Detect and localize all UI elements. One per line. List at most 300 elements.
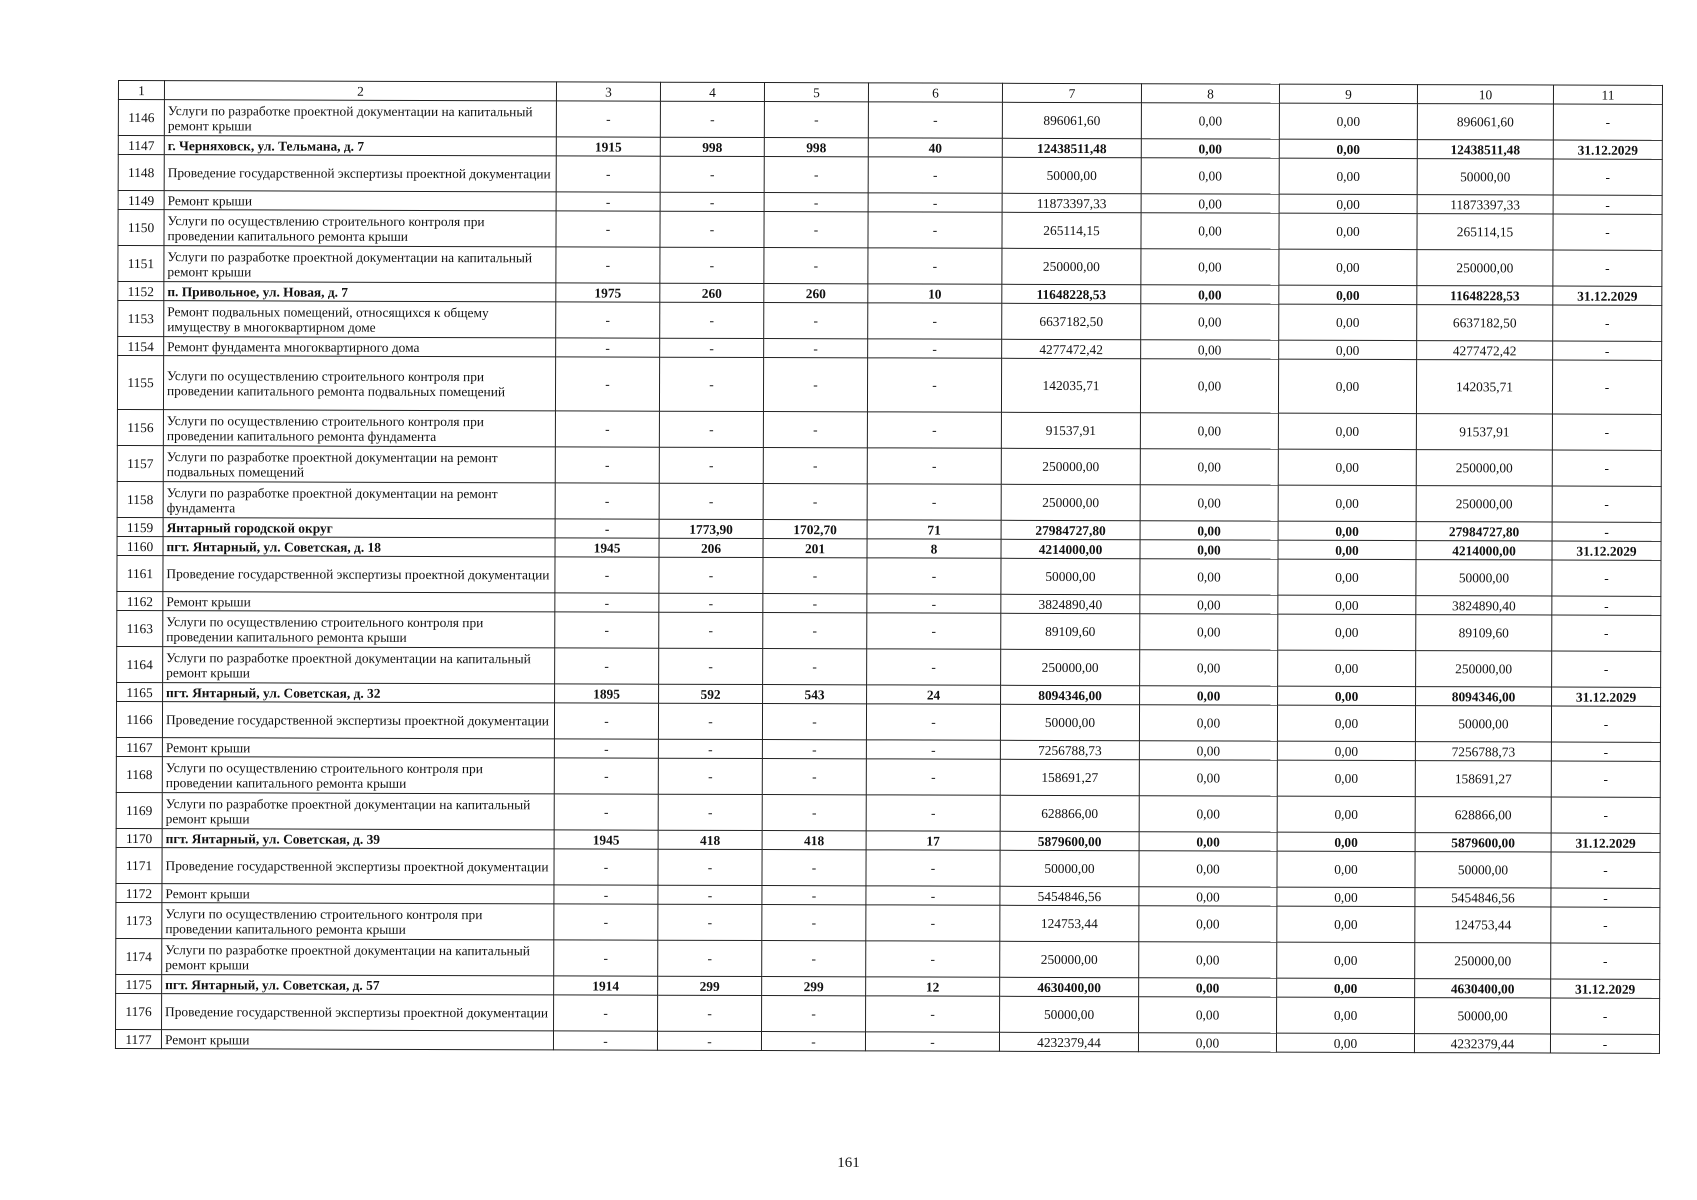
year-cell: - xyxy=(554,904,658,940)
fund-source-1-cell: 0,00 xyxy=(1139,997,1277,1033)
fund-source-1-cell: 0,00 xyxy=(1140,595,1278,614)
fund-source-1-cell: 0,00 xyxy=(1140,521,1278,540)
total-cost-cell: 250000,00 xyxy=(1000,941,1139,977)
work-description-cell: Ремонт крыши xyxy=(163,592,555,612)
residents-cell: - xyxy=(866,704,1000,740)
fund-source-2-cell: 0,00 xyxy=(1277,887,1415,906)
year-cell: 1945 xyxy=(554,830,658,849)
deadline-cell: 31.12.2029 xyxy=(1553,286,1662,305)
work-description-cell: Проведение государственной экспертизы проектной документации xyxy=(162,994,554,1031)
area-total-cell: - xyxy=(659,593,763,612)
area-total-cell: - xyxy=(659,447,763,483)
year-cell: - xyxy=(554,940,658,976)
area-total-cell: - xyxy=(659,357,763,411)
area-total-cell: - xyxy=(660,211,764,247)
area-total-cell: 1773,90 xyxy=(659,519,763,538)
document-sheet xyxy=(115,80,1662,1054)
table-body xyxy=(115,81,1662,1054)
fund-source-2-cell: 0,00 xyxy=(1277,760,1415,796)
year-cell: - xyxy=(555,593,659,612)
table-row xyxy=(116,902,1660,943)
area-living-cell: 260 xyxy=(764,284,868,303)
fund-source-2-cell: 0,00 xyxy=(1278,359,1416,413)
fund-source-2-cell: 0,00 xyxy=(1278,449,1416,485)
owner-funds-cell: 250000,00 xyxy=(1416,651,1552,687)
year-cell: - xyxy=(554,758,658,794)
table-row xyxy=(118,246,1662,287)
residents-cell: 10 xyxy=(868,284,1002,303)
total-cost-cell: 5879600,00 xyxy=(1000,831,1139,850)
total-cost-cell: 11648228,53 xyxy=(1002,284,1141,303)
row-number-cell: 1167 xyxy=(116,737,162,756)
deadline-cell: - xyxy=(1551,888,1660,907)
deadline-cell: - xyxy=(1550,1034,1659,1053)
area-living-cell: - xyxy=(764,212,868,248)
area-living-cell: - xyxy=(762,886,866,905)
owner-funds-cell: 50000,00 xyxy=(1415,706,1551,742)
area-living-cell: - xyxy=(762,795,866,831)
year-cell: - xyxy=(555,411,659,447)
work-description-cell: Ремонт крыши xyxy=(164,191,556,211)
work-description-cell: Ремонт фундамента многоквартирного дома xyxy=(164,337,556,357)
area-living-cell: - xyxy=(762,905,866,941)
work-description-cell: Проведение государственной экспертизы проектной документации xyxy=(162,848,554,885)
area-living-cell: - xyxy=(764,193,868,212)
area-total-cell: 260 xyxy=(660,283,764,302)
owner-funds-cell: 250000,00 xyxy=(1416,486,1552,522)
column-number-header: 1 xyxy=(118,81,164,100)
data-table xyxy=(115,80,1663,1054)
area-total-cell: - xyxy=(658,794,762,830)
work-description-cell: Услуги по разработке проектной документации на капитальный ремонт крыши xyxy=(164,100,556,137)
area-living-cell: 299 xyxy=(762,977,866,996)
area-total-cell: - xyxy=(660,338,764,357)
area-total-cell: - xyxy=(660,101,764,137)
fund-source-2-cell: 0,00 xyxy=(1279,103,1417,139)
residents-cell: - xyxy=(868,339,1002,358)
fund-source-2-cell: 0,00 xyxy=(1276,1033,1414,1052)
table-row xyxy=(116,938,1660,979)
fund-source-1-cell: 0,00 xyxy=(1141,285,1279,304)
area-total-cell: - xyxy=(659,411,763,447)
area-total-cell: - xyxy=(658,995,762,1031)
work-description-cell: пгт. Янтарный, ул. Советская, д. 57 xyxy=(162,975,554,995)
deadline-cell: 31.12.2029 xyxy=(1551,979,1660,998)
deadline-cell: - xyxy=(1552,414,1661,450)
row-number-cell: 1173 xyxy=(116,902,162,938)
year-cell: - xyxy=(554,703,658,739)
row-number-cell: 1162 xyxy=(117,591,163,610)
row-number-cell: 1158 xyxy=(117,481,163,517)
area-living-cell: - xyxy=(762,704,866,740)
column-number-header: 8 xyxy=(1141,84,1279,103)
deadline-cell: - xyxy=(1553,214,1662,250)
row-number-cell: 1147 xyxy=(118,136,164,155)
row-number-cell: 1172 xyxy=(116,883,162,902)
deadline-cell: - xyxy=(1553,305,1662,341)
table-row xyxy=(117,555,1661,596)
residents-cell: - xyxy=(867,484,1001,520)
total-cost-cell: 50000,00 xyxy=(1000,996,1139,1032)
deadline-cell: - xyxy=(1551,943,1660,979)
area-living-cell: - xyxy=(762,996,866,1032)
work-description-cell: Ремонт крыши xyxy=(161,1030,553,1050)
fund-source-1-cell: 0,00 xyxy=(1140,559,1278,595)
owner-funds-cell: 50000,00 xyxy=(1416,560,1552,596)
residents-cell: 71 xyxy=(867,520,1001,539)
table-row xyxy=(117,646,1661,687)
residents-cell: - xyxy=(866,759,1000,795)
deadline-cell: - xyxy=(1552,522,1661,541)
owner-funds-cell: 50000,00 xyxy=(1417,159,1553,195)
fund-source-2-cell: 0,00 xyxy=(1279,340,1417,359)
total-cost-cell: 4232379,44 xyxy=(999,1032,1138,1051)
deadline-cell: - xyxy=(1553,195,1662,214)
year-cell: - xyxy=(556,156,660,192)
fund-source-2-cell: 0,00 xyxy=(1279,158,1417,194)
area-living-cell: - xyxy=(762,850,866,886)
fund-source-2-cell: 0,00 xyxy=(1278,650,1416,686)
fund-source-2-cell: 0,00 xyxy=(1277,796,1415,832)
work-description-cell: Услуги по разработке проектной документации на капитальный ремонт крыши xyxy=(164,246,556,283)
row-number-cell: 1171 xyxy=(116,847,162,883)
year-cell: - xyxy=(554,995,658,1031)
deadline-cell: 31.12.2029 xyxy=(1553,140,1662,159)
deadline-cell: - xyxy=(1552,596,1661,615)
fund-source-2-cell: 0,00 xyxy=(1277,942,1415,978)
fund-source-2-cell: 0,00 xyxy=(1278,485,1416,521)
residents-cell: 40 xyxy=(868,138,1002,157)
year-cell: - xyxy=(555,483,659,519)
area-living-cell: - xyxy=(763,649,867,685)
fund-source-2-cell: 0,00 xyxy=(1277,741,1415,760)
area-living-cell: - xyxy=(763,594,867,613)
residents-cell: - xyxy=(867,358,1001,412)
work-description-cell: Проведение государственной экспертизы проектной документации xyxy=(162,702,554,739)
area-living-cell: 201 xyxy=(763,539,867,558)
work-description-cell: Услуги по осуществлению строительного контроля при проведении капитального ремонта крыши xyxy=(162,903,554,940)
fund-source-1-cell: 0,00 xyxy=(1141,213,1279,249)
table-row xyxy=(116,993,1660,1034)
area-living-cell: - xyxy=(764,303,868,339)
fund-source-1-cell: 0,00 xyxy=(1139,796,1277,832)
column-number-header: 7 xyxy=(1002,83,1141,102)
owner-funds-cell: 250000,00 xyxy=(1416,450,1552,486)
fund-source-1-cell: 0,00 xyxy=(1141,194,1279,213)
residents-cell: - xyxy=(868,303,1002,339)
area-total-cell: - xyxy=(658,885,762,904)
deadline-cell: 31.12.2029 xyxy=(1552,541,1661,560)
fund-source-2-cell: 0,00 xyxy=(1279,139,1417,158)
fund-source-1-cell: 0,00 xyxy=(1140,413,1278,449)
year-cell: - xyxy=(555,648,659,684)
column-number-header: 9 xyxy=(1279,84,1417,103)
residents-cell: - xyxy=(866,740,1000,759)
table-row xyxy=(115,1029,1659,1053)
fund-source-2-cell: 0,00 xyxy=(1278,595,1416,614)
total-cost-cell: 158691,27 xyxy=(1000,759,1139,795)
fund-source-1-cell: 0,00 xyxy=(1141,340,1279,359)
area-total-cell: - xyxy=(659,557,763,593)
year-cell: - xyxy=(555,612,659,648)
fund-source-1-cell: 0,00 xyxy=(1139,760,1277,796)
residents-cell: - xyxy=(865,1032,999,1051)
row-number-cell: 1174 xyxy=(116,938,162,974)
table-row xyxy=(117,445,1661,486)
fund-source-1-cell: 0,00 xyxy=(1139,705,1277,741)
fund-source-2-cell: 0,00 xyxy=(1278,413,1416,449)
work-description-cell: Услуги по осуществлению строительного контроля при проведении капитального ремонта крыши xyxy=(162,757,554,794)
area-living-cell: - xyxy=(762,941,866,977)
column-number-header: 5 xyxy=(764,83,868,102)
year-cell: - xyxy=(555,357,659,411)
fund-source-1-cell: 0,00 xyxy=(1141,139,1279,158)
work-description-cell: Услуги по разработке проектной документации на капитальный ремонт крыши xyxy=(162,939,554,976)
area-living-cell: 998 xyxy=(764,138,868,157)
owner-funds-cell: 4232379,44 xyxy=(1414,1034,1550,1053)
area-total-cell: 206 xyxy=(659,538,763,557)
area-total-cell: - xyxy=(658,849,762,885)
area-total-cell: 418 xyxy=(658,830,762,849)
work-description-cell: п. Привольное, ул. Новая, д. 7 xyxy=(164,282,556,302)
fund-source-2-cell: 0,00 xyxy=(1277,705,1415,741)
fund-source-1-cell: 0,00 xyxy=(1139,832,1277,851)
residents-cell: - xyxy=(867,613,1001,649)
residents-cell: - xyxy=(866,886,1000,905)
area-total-cell: - xyxy=(658,758,762,794)
area-total-cell: - xyxy=(659,612,763,648)
total-cost-cell: 91537,91 xyxy=(1001,412,1140,448)
total-cost-cell: 250000,00 xyxy=(1001,484,1140,520)
row-number-cell: 1168 xyxy=(116,756,162,792)
total-cost-cell: 124753,44 xyxy=(1000,905,1139,941)
area-living-cell: - xyxy=(763,484,867,520)
fund-source-1-cell: 0,00 xyxy=(1140,359,1278,413)
work-description-cell: Ремонт подвальных помещений, относящихся к общему имуществу в многоквартирном доме xyxy=(164,301,556,338)
row-number-cell: 1146 xyxy=(118,100,164,136)
total-cost-cell: 11873397,33 xyxy=(1002,193,1141,212)
work-description-cell: Янтарный городской округ xyxy=(163,518,555,538)
total-cost-cell: 265114,15 xyxy=(1002,212,1141,248)
area-total-cell: - xyxy=(660,247,764,283)
fund-source-2-cell: 0,00 xyxy=(1277,832,1415,851)
deadline-cell: 31.12.2029 xyxy=(1552,687,1661,706)
table-row xyxy=(116,756,1660,797)
residents-cell: - xyxy=(867,412,1001,448)
fund-source-2-cell: 0,00 xyxy=(1279,249,1417,285)
row-number-cell: 1155 xyxy=(117,356,163,410)
table-row xyxy=(117,610,1661,651)
table-row xyxy=(117,409,1661,450)
row-number-cell: 1154 xyxy=(118,337,164,356)
residents-cell: - xyxy=(867,558,1001,594)
fund-source-1-cell: 0,00 xyxy=(1138,1033,1276,1052)
owner-funds-cell: 142035,71 xyxy=(1416,360,1552,414)
area-living-cell: - xyxy=(762,759,866,795)
table-row xyxy=(118,301,1662,342)
table-row xyxy=(118,100,1662,141)
area-living-cell: - xyxy=(764,102,868,138)
year-cell: - xyxy=(556,338,660,357)
deadline-cell: - xyxy=(1552,360,1661,414)
total-cost-cell: 50000,00 xyxy=(1001,558,1140,594)
table-row xyxy=(117,356,1661,415)
deadline-cell: - xyxy=(1553,159,1662,195)
owner-funds-cell: 896061,60 xyxy=(1417,104,1553,140)
area-living-cell: - xyxy=(763,358,867,412)
area-total-cell: - xyxy=(659,483,763,519)
total-cost-cell: 5454846,56 xyxy=(1000,886,1139,905)
area-total-cell: - xyxy=(658,940,762,976)
residents-cell: - xyxy=(866,795,1000,831)
total-cost-cell: 3824890,40 xyxy=(1001,594,1140,613)
owner-funds-cell: 4277472,42 xyxy=(1417,341,1553,360)
row-number-cell: 1177 xyxy=(115,1029,161,1048)
area-living-cell: - xyxy=(763,558,867,594)
fund-source-1-cell: 0,00 xyxy=(1140,540,1278,559)
total-cost-cell: 250000,00 xyxy=(1001,649,1140,685)
deadline-cell: - xyxy=(1551,907,1660,943)
residents-cell: - xyxy=(868,157,1002,193)
residents-cell: - xyxy=(867,594,1001,613)
fund-source-2-cell: 0,00 xyxy=(1277,978,1415,997)
column-number-header: 11 xyxy=(1553,85,1662,104)
owner-funds-cell: 91537,91 xyxy=(1416,414,1552,450)
row-number-cell: 1163 xyxy=(117,610,163,646)
fund-source-2-cell: 0,00 xyxy=(1277,997,1415,1033)
column-number-header: 4 xyxy=(660,82,764,101)
area-living-cell: 1702,70 xyxy=(763,520,867,539)
residents-cell: - xyxy=(868,193,1002,212)
area-total-cell: - xyxy=(659,648,763,684)
owner-funds-cell: 27984727,80 xyxy=(1416,522,1552,541)
work-description-cell: Проведение государственной экспертизы проектной документации xyxy=(164,155,556,192)
work-description-cell: Услуги по осуществлению строительного контроля при проведении капитального ремонта крыши xyxy=(164,210,556,247)
residents-cell: 17 xyxy=(866,831,1000,850)
area-total-cell: - xyxy=(660,156,764,192)
row-number-cell: 1149 xyxy=(118,191,164,210)
table-row xyxy=(116,792,1660,833)
year-cell: - xyxy=(554,849,658,885)
fund-source-1-cell: 0,00 xyxy=(1139,942,1277,978)
area-living-cell: - xyxy=(763,448,867,484)
total-cost-cell: 27984727,80 xyxy=(1001,520,1140,539)
fund-source-1-cell: 0,00 xyxy=(1140,485,1278,521)
work-description-cell: Ремонт крыши xyxy=(162,738,554,758)
total-cost-cell: 50000,00 xyxy=(1002,157,1141,193)
year-cell: 1914 xyxy=(554,976,658,995)
table-row xyxy=(118,155,1662,196)
residents-cell: - xyxy=(868,102,1002,138)
fund-source-1-cell: 0,00 xyxy=(1140,614,1278,650)
work-description-cell: Услуги по осуществлению строительного контроля при проведении капитального ремонта фундамента xyxy=(163,410,555,447)
owner-funds-cell: 50000,00 xyxy=(1415,852,1551,888)
owner-funds-cell: 124753,44 xyxy=(1415,907,1551,943)
owner-funds-cell: 158691,27 xyxy=(1415,761,1551,797)
row-number-cell: 1151 xyxy=(118,246,164,282)
area-total-cell: - xyxy=(657,1031,761,1050)
owner-funds-cell: 250000,00 xyxy=(1415,943,1551,979)
column-number-header: 2 xyxy=(164,81,556,101)
work-description-cell: Услуги по разработке проектной документации на капитальный ремонт крыши xyxy=(162,793,554,830)
residents-cell: - xyxy=(866,905,1000,941)
residents-cell: - xyxy=(868,248,1002,284)
year-cell: - xyxy=(556,192,660,211)
fund-source-2-cell: 0,00 xyxy=(1278,540,1416,559)
total-cost-cell: 7256788,73 xyxy=(1000,740,1139,759)
owner-funds-cell: 265114,15 xyxy=(1417,214,1553,250)
row-number-cell: 1170 xyxy=(116,828,162,847)
fund-source-1-cell: 0,00 xyxy=(1140,650,1278,686)
total-cost-cell: 4214000,00 xyxy=(1001,539,1140,558)
area-living-cell: - xyxy=(761,1032,865,1051)
work-description-cell: Услуги по осуществлению строительного контроля при проведении капитального ремонта крыши xyxy=(163,611,555,648)
deadline-cell: - xyxy=(1551,852,1660,888)
residents-cell: - xyxy=(866,996,1000,1032)
fund-source-2-cell: 0,00 xyxy=(1278,614,1416,650)
area-total-cell: - xyxy=(658,703,762,739)
year-cell: 1895 xyxy=(555,684,659,703)
deadline-cell: - xyxy=(1551,761,1660,797)
year-cell: - xyxy=(556,211,660,247)
fund-source-2-cell: 0,00 xyxy=(1279,213,1417,249)
deadline-cell: - xyxy=(1552,450,1661,486)
row-number-cell: 1153 xyxy=(118,301,164,337)
owner-funds-cell: 5879600,00 xyxy=(1415,833,1551,852)
work-description-cell: Услуги по разработке проектной документации на ремонт фундамента xyxy=(163,482,555,519)
residents-cell: 8 xyxy=(867,539,1001,558)
deadline-cell: - xyxy=(1553,104,1662,140)
year-cell: - xyxy=(555,519,659,538)
row-number-cell: 1169 xyxy=(116,792,162,828)
year-cell: - xyxy=(556,302,660,338)
row-number-cell: 1157 xyxy=(117,445,163,481)
fund-source-1-cell: 0,00 xyxy=(1139,887,1277,906)
owner-funds-cell: 50000,00 xyxy=(1415,998,1551,1034)
area-living-cell: 418 xyxy=(762,831,866,850)
row-number-cell: 1161 xyxy=(117,555,163,591)
fund-source-2-cell: 0,00 xyxy=(1279,194,1417,213)
total-cost-cell: 628866,00 xyxy=(1000,795,1139,831)
owner-funds-cell: 7256788,73 xyxy=(1415,742,1551,761)
row-number-cell: 1164 xyxy=(117,646,163,682)
table-row xyxy=(118,210,1662,251)
work-description-cell: г. Черняховск, ул. Тельмана, д. 7 xyxy=(164,136,556,156)
area-total-cell: - xyxy=(660,302,764,338)
fund-source-1-cell: 0,00 xyxy=(1140,686,1278,705)
year-cell: - xyxy=(556,247,660,283)
owner-funds-cell: 11648228,53 xyxy=(1417,286,1553,305)
deadline-cell: - xyxy=(1553,341,1662,360)
area-total-cell: 998 xyxy=(660,137,764,156)
year-cell: - xyxy=(554,739,658,758)
year-cell: - xyxy=(553,1031,657,1050)
area-living-cell: 543 xyxy=(763,685,867,704)
residents-cell: 24 xyxy=(867,685,1001,704)
fund-source-2-cell: 0,00 xyxy=(1278,559,1416,595)
total-cost-cell: 4630400,00 xyxy=(1000,977,1139,996)
area-living-cell: - xyxy=(763,613,867,649)
fund-source-2-cell: 0,00 xyxy=(1279,285,1417,304)
deadline-cell: - xyxy=(1551,742,1660,761)
fund-source-1-cell: 0,00 xyxy=(1141,249,1279,285)
work-description-cell: Проведение государственной экспертизы проектной документации xyxy=(163,556,555,593)
row-number-cell: 1175 xyxy=(116,974,162,993)
owner-funds-cell: 4214000,00 xyxy=(1416,541,1552,560)
year-cell: - xyxy=(555,557,659,593)
year-cell: - xyxy=(554,885,658,904)
deadline-cell: - xyxy=(1553,250,1662,286)
